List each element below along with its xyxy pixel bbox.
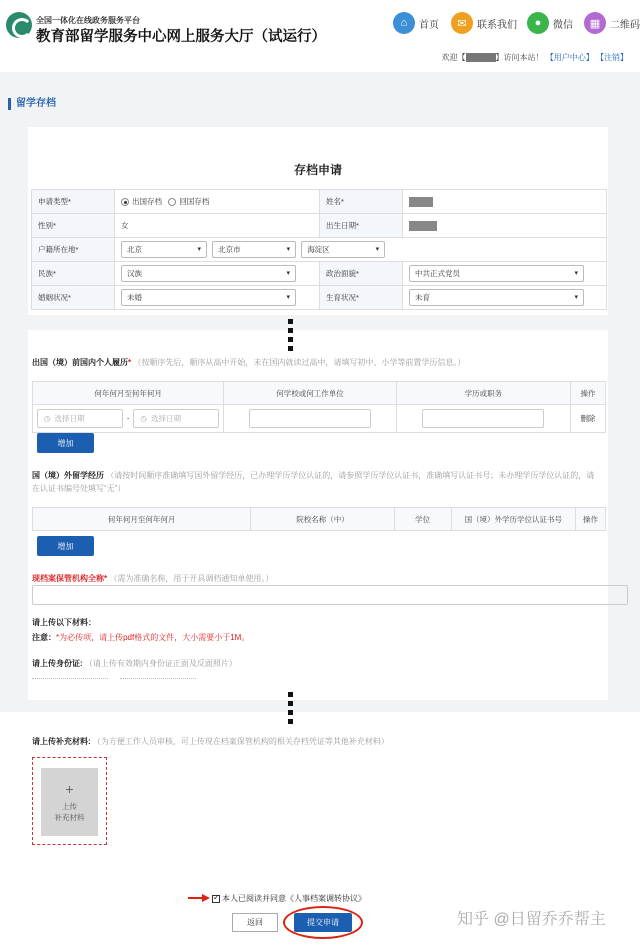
applicant-info-table [31,189,607,310]
upload-heading: 请上传以下材料： [32,618,96,627]
back-button[interactable]: 返回 [232,913,278,932]
wechat-icon: ● [527,12,549,34]
chevron-down-icon: ▾ [197,246,201,253]
id-back-slot [120,678,196,679]
id-front-slot [32,678,108,679]
id-upload-heading [32,658,237,669]
archive-institution-input[interactable] [32,585,628,605]
ellipsis-divider-2 [288,692,293,724]
archive-hint: （需为准确名称，用于开具调档通知单使用。） [109,574,274,583]
chevron-down-icon: ▾ [574,294,578,301]
chevron-down-icon: ▾ [286,270,290,277]
fertility-select[interactable] [409,289,584,306]
nav-contact[interactable] [451,12,517,34]
archive-heading: 现档案保管机构全称* （需为准确名称，用于开具调档通知单使用。） [32,574,274,583]
overseas-col-action: 操作 [583,514,599,524]
name-label: 姓名* [320,190,403,214]
resume-heading-text: 出国（境）前国内个人履历 [32,358,128,367]
extra-upload-hint: （为方便工作人员审核，可上传现在档案保管机构的相关存档凭证等其他补充材料） [92,737,389,746]
application-form [28,127,608,315]
id-upload-heading-text: 请上传身份证: [32,659,83,668]
resume-heading: 出国（境）前国内个人履历* （按顺序先后，顺序从高中开始，未在国内就读过高中，请填写初中、小学等前置学历信息。） [32,358,466,367]
hukou-field [115,238,607,262]
hukou-province-value: 北京 [127,245,142,254]
upload-note-label: 注意： [32,633,56,642]
resume-col-action: 操作 [580,388,596,398]
start-date-picker[interactable] [37,409,123,428]
agree-checkbox[interactable] [212,895,220,903]
nav-wechat[interactable] [527,12,573,34]
gender-value: 女 [115,214,320,238]
welcome-suffix: 】访问本站！ [495,53,544,62]
hukou-city-value: 北京市 [218,245,241,254]
extra-upload-heading [32,736,389,747]
extra-upload-heading-text: 请上传补充材料: [32,737,91,746]
upload-note [32,632,249,643]
hukou-district-select[interactable] [301,241,385,258]
chevron-down-icon: ▾ [286,246,291,253]
ellipsis-divider [288,319,293,351]
overseas-heading-text: 国（境）外留学经历 [32,471,104,480]
marriage-select[interactable] [121,289,296,306]
resume-col-period: 何年何月至何年何月 [33,382,224,404]
watermark: 知乎 @日留乔乔帮主 [457,911,606,928]
ethnicity-label: 民族* [32,262,115,286]
marriage-value: 未婚 [127,293,142,302]
overseas-hint: （请按时间顺序准确填写国外留学经历，已办理学历学位认证的，请参照学历学位认证书，准确填写认证书号；未办理学历学位认证的，请在认证书编号处填写“无”） [32,471,595,493]
fertility-field [403,286,607,310]
platform-name: 全国一体化在线政务服务平台 [36,16,140,25]
name-field [403,190,607,214]
resume-col-degree: 学历或职务 [397,382,571,404]
home-icon: ⌂ [393,12,415,34]
clock-icon: ◷ [43,414,51,423]
agreement-row [212,893,366,904]
hukou-city-select[interactable] [212,241,296,258]
degree-input[interactable] [422,409,544,428]
birth-redacted [409,221,437,231]
politics-label: 政治面貌* [320,262,403,286]
resume-col-school: 何学校或何工作单位 [224,382,396,404]
politics-select[interactable] [409,265,584,282]
welcome-prefix: 欢迎【 [441,53,466,62]
add-resume-button[interactable]: 增加 [37,433,94,453]
welcome-bar [442,52,628,63]
marriage-field [115,286,320,310]
upload-line2: 补充材料 [54,813,85,822]
submit-button[interactable]: 提交申请 [294,913,352,932]
apply-type-label: 申请类型* [32,190,115,214]
red-arrow-icon [188,893,210,903]
end-date-placeholder: 选择日期 [150,414,181,423]
resume-hint: （按顺序先后，顺序从高中开始，未在国内就读过高中，请填写初中、小学等前置学历信息。） [133,358,466,367]
radio-outbound-label: 出国存档 [132,197,162,206]
ethnicity-field [115,262,320,286]
nav-home[interactable] [393,12,439,34]
delete-row-button[interactable]: 删除 [580,414,596,423]
birth-label: 出生日期* [320,214,403,238]
archive-label: 现档案保管机构全称 [32,574,104,583]
date-separator: - [126,414,130,423]
resume-action-cell [571,405,605,432]
qrcode-icon: ▦ [584,12,606,34]
logout-link[interactable]: 【注销】 [596,53,628,62]
radio-return-label: 回国存档 [179,197,210,206]
marriage-label: 婚姻状况* [32,286,115,310]
radio-outbound[interactable] [121,198,129,206]
name-redacted [409,197,433,207]
ethnicity-value: 汉族 [127,269,142,278]
extra-upload-button[interactable] [41,768,98,836]
add-overseas-button[interactable]: 增加 [37,536,94,556]
section-title: 留学存档 [8,98,56,110]
chevron-down-icon: ▾ [286,294,290,301]
extra-upload-dropzone[interactable] [32,757,107,845]
gender-label: 性别* [32,214,115,238]
hukou-label: 户籍所在地* [32,238,115,262]
hukou-province-select[interactable] [121,241,207,258]
chevron-down-icon: ▾ [375,246,380,253]
apply-type-field [115,190,320,214]
gov-logo-icon [6,12,32,38]
resume-period-cell [33,405,224,432]
overseas-heading [32,469,602,495]
upload-line1: 上传 [62,802,77,811]
overseas-table-header [32,507,606,531]
form-title: 存档申请 [293,163,342,177]
mail-icon: ✉ [451,12,473,34]
id-upload-hint: （请上传有效期内身份证正面及反面照片） [84,659,237,668]
nav-qrcode[interactable] [584,12,640,34]
user-center-link[interactable]: 【用户中心】 [545,53,594,62]
fertility-label: 生育状况* [320,286,403,310]
resume-degree-cell [397,405,571,432]
plus-icon: + [65,781,74,797]
overseas-col-school: 院校名称（中） [251,508,395,530]
chevron-down-icon: ▾ [574,270,578,277]
nav-home-label: 首页 [419,19,439,31]
upload-note-text: *为必传项，请上传pdf格式的文件，大小需要小于1M。 [56,633,250,642]
end-date-picker[interactable] [133,409,219,428]
overseas-col-period: 何年何月至何年何月 [33,508,251,530]
fertility-value: 未育 [415,293,430,302]
overseas-col-cert: 国（境）外学历学位认证书号 [452,508,577,530]
school-input[interactable] [249,409,371,428]
resume-table-header [32,381,606,405]
politics-field [403,262,607,286]
politics-value: 中共正式党员 [415,269,460,278]
ethnicity-select[interactable] [121,265,296,282]
clock-icon: ◷ [140,414,147,423]
hukou-district-value: 海淀区 [307,245,330,254]
birth-field [403,214,607,238]
radio-return[interactable] [168,198,176,206]
username-redacted [466,53,496,62]
resume-row [32,405,606,433]
nav-wechat-label: 微信 [553,19,573,31]
start-date-placeholder: 选择日期 [54,414,85,423]
agree-text[interactable]: 本人已阅读并同意《人事档案调转协议》 [222,894,366,903]
overseas-col-degree: 学位 [395,508,452,530]
site-header [0,0,640,72]
resume-school-cell [224,405,396,432]
nav-contact-label: 联系我们 [477,19,517,31]
nav-qrcode-label: 二维码 [610,19,640,31]
site-title: 教育部留学服务中心网上服务大厅（试运行） [36,29,326,45]
